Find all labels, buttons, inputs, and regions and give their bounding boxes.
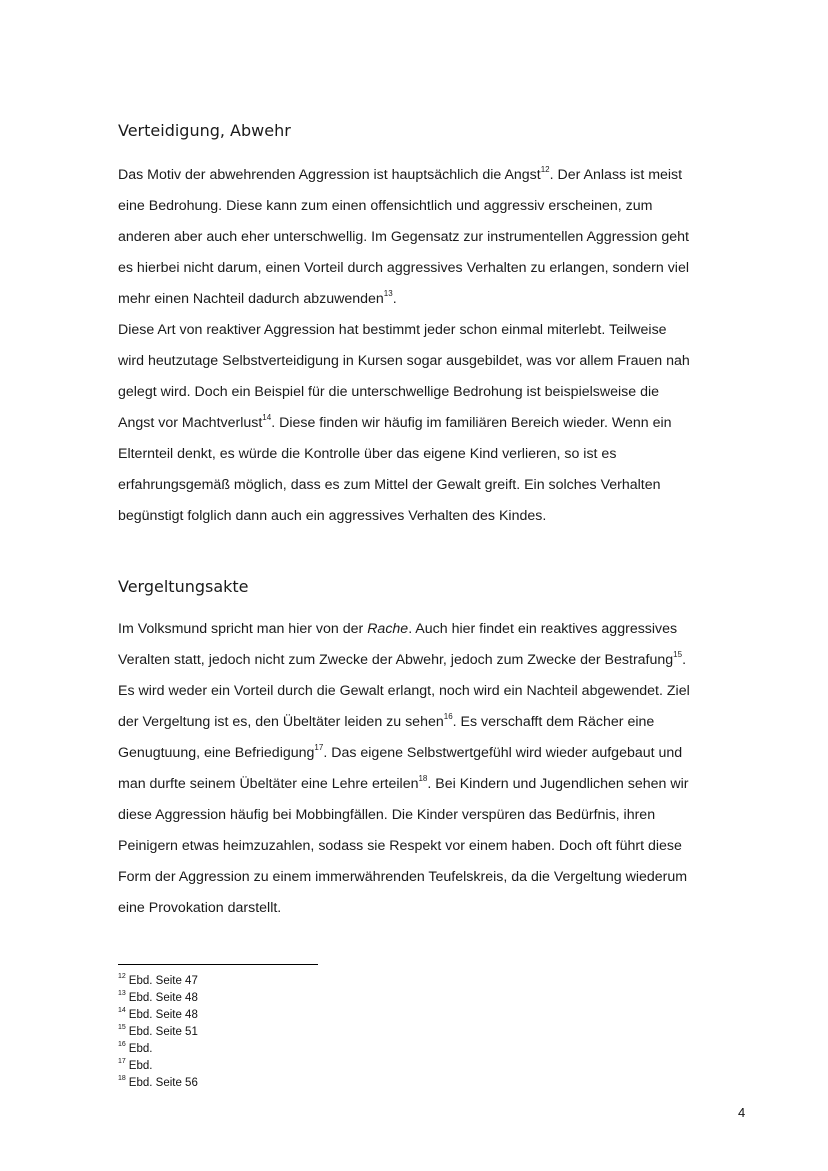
- page-number: 4: [738, 1105, 746, 1120]
- footnote-ref-17[interactable]: 17: [314, 743, 324, 753]
- text-line: [118, 501, 758, 532]
- text-line: [118, 738, 758, 769]
- footnote-text: Ebd. Seite 47: [128, 975, 198, 987]
- footnote-number: 15: [118, 1024, 126, 1032]
- section-heading-verteidigung: Verteidigung, Abwehr: [118, 121, 291, 140]
- footnote-number: 16: [118, 1041, 126, 1049]
- footnote-ref-18[interactable]: 18: [418, 774, 428, 784]
- text-line: [118, 862, 758, 893]
- text-run: Form der Aggression zu einem immerwährenden Teufelskreis, da die Vergeltung wiederum: [118, 869, 688, 885]
- text-run: es hierbei nicht darum, einen Vorteil durch aggressives Verhalten zu erlangen, sondern viel: [118, 260, 689, 276]
- text-run: . Der Anlass ist meist: [549, 167, 683, 183]
- text-run: .: [682, 652, 687, 668]
- text-line: [118, 676, 758, 707]
- footnote-number: 13: [118, 990, 126, 998]
- text-run: erfahrungsgemäß möglich, dass es zum Mittel der Gewalt greift. Ein solches Verhalten: [118, 477, 661, 493]
- footnote-ref-14[interactable]: 14: [262, 413, 272, 423]
- text-run: Veralten statt, jedoch nicht zum Zwecke der Abwehr, jedoch zum Zwecke der Bestrafung: [118, 652, 674, 668]
- text-run: Angst vor Machtverlust: [118, 415, 263, 431]
- footnote-text: Ebd. Seite 56: [128, 1077, 198, 1089]
- footnote-separator: [118, 964, 318, 965]
- footnote-text: Ebd. Seite 51: [128, 1026, 198, 1038]
- text-line: [118, 191, 758, 222]
- text-line: [118, 439, 758, 470]
- footnote-ref-13[interactable]: 13: [383, 289, 393, 299]
- text-run: eine Bedrohung. Diese kann zum einen offensichtlich und aggressiv erscheinen, zum: [118, 198, 653, 214]
- text-run: . Das eigene Selbstwertgefühl wird wieder aufgebaut und: [323, 745, 683, 761]
- text-run: .: [392, 291, 397, 307]
- section-heading-vergeltungsakte: Vergeltungsakte: [118, 577, 249, 596]
- footnote-text: Ebd.: [128, 1043, 153, 1055]
- text-run: Es wird weder ein Vorteil durch die Gewalt erlangt, noch wird ein Nachteil abgewendet. Ziel: [118, 683, 690, 699]
- text-line: [118, 893, 758, 924]
- text-run: Diese Art von reaktiver Aggression hat bestimmt jeder schon einmal miterlebt. Teilweise: [118, 322, 667, 338]
- text-line: [118, 160, 758, 191]
- footnote-text: Ebd.: [128, 1060, 153, 1072]
- footnote-item: [118, 1007, 198, 1024]
- footnote-item: [118, 990, 198, 1007]
- paragraph-abwehr-motiv: [118, 160, 758, 315]
- footnote-item: [118, 1024, 198, 1041]
- text-line: [118, 831, 758, 862]
- emphasis-rache: Rache: [367, 621, 409, 637]
- paragraph-vergeltung: [118, 614, 758, 924]
- text-run: Elternteil denkt, es würde die Kontrolle über das eigene Kind verlieren, so ist es: [118, 446, 617, 462]
- text-run: wird heutzutage Selbstverteidigung in Kursen sogar ausgebildet, was vor allem Frauen nah: [118, 353, 690, 369]
- text-line: [118, 800, 758, 831]
- text-run: . Diese finden wir häufig im familiären Bereich wieder. Wenn ein: [271, 415, 672, 431]
- text-run: Genugtuung, eine Befriedigung: [118, 745, 315, 761]
- text-run: mehr einen Nachteil dadurch abzuwenden: [118, 291, 384, 307]
- footnote-text: Ebd. Seite 48: [128, 992, 198, 1004]
- footnote-list: [118, 973, 198, 1092]
- footnote-ref-12[interactable]: 12: [540, 165, 550, 175]
- footnote-text: Ebd. Seite 48: [128, 1009, 198, 1021]
- paragraph-reaktive-aggression: [118, 315, 758, 532]
- footnote-item: [118, 1041, 198, 1058]
- text-line: [118, 614, 758, 645]
- text-run: eine Provokation darstellt.: [118, 900, 282, 916]
- text-line: [118, 377, 758, 408]
- footnote-ref-15[interactable]: 15: [673, 650, 683, 660]
- text-line: [118, 346, 758, 377]
- footnote-number: 18: [118, 1075, 126, 1083]
- text-line: [118, 315, 758, 346]
- text-line: [118, 408, 758, 439]
- text-line: [118, 707, 758, 738]
- text-line: [118, 284, 758, 315]
- footnote-item: [118, 1075, 198, 1092]
- text-run: Im Volksmund spricht man hier von der: [118, 621, 368, 637]
- text-run: begünstigt folglich dann auch ein aggressives Verhalten des Kindes.: [118, 508, 547, 524]
- text-run: anderen aber auch eher unterschwellig. Im Gegensatz zur instrumentellen Aggression geht: [118, 229, 689, 245]
- text-line: [118, 253, 758, 284]
- text-run: man durfte seinem Übeltäter eine Lehre erteilen: [118, 776, 419, 792]
- text-run: . Auch hier findet ein reaktives aggressives: [408, 621, 678, 637]
- text-run: Peinigern etwas heimzuzahlen, sodass sie Respekt vor einem haben. Doch oft führt diese: [118, 838, 682, 854]
- text-run: . Es verschafft dem Rächer eine: [452, 714, 655, 730]
- text-run: . Bei Kindern und Jugendlichen sehen wir: [427, 776, 689, 792]
- footnote-item: [118, 1058, 198, 1075]
- text-line: [118, 645, 758, 676]
- text-line: [118, 769, 758, 800]
- text-line: [118, 222, 758, 253]
- text-run: gelegt wird. Doch ein Beispiel für die unterschwellige Bedrohung ist beispielsweise die: [118, 384, 660, 400]
- text-run: Das Motiv der abwehrenden Aggression ist hauptsächlich die Angst: [118, 167, 541, 183]
- footnote-number: 14: [118, 1007, 126, 1015]
- text-line: [118, 470, 758, 501]
- footnote-number: 12: [118, 973, 126, 981]
- text-run: diese Aggression häufig bei Mobbingfällen. Die Kinder verspüren das Bedürfnis, ihren: [118, 807, 656, 823]
- footnote-number: 17: [118, 1058, 126, 1066]
- footnote-ref-16[interactable]: 16: [443, 712, 453, 722]
- text-run: der Vergeltung ist es, den Übeltäter leiden zu sehen: [118, 714, 444, 730]
- footnote-item: [118, 973, 198, 990]
